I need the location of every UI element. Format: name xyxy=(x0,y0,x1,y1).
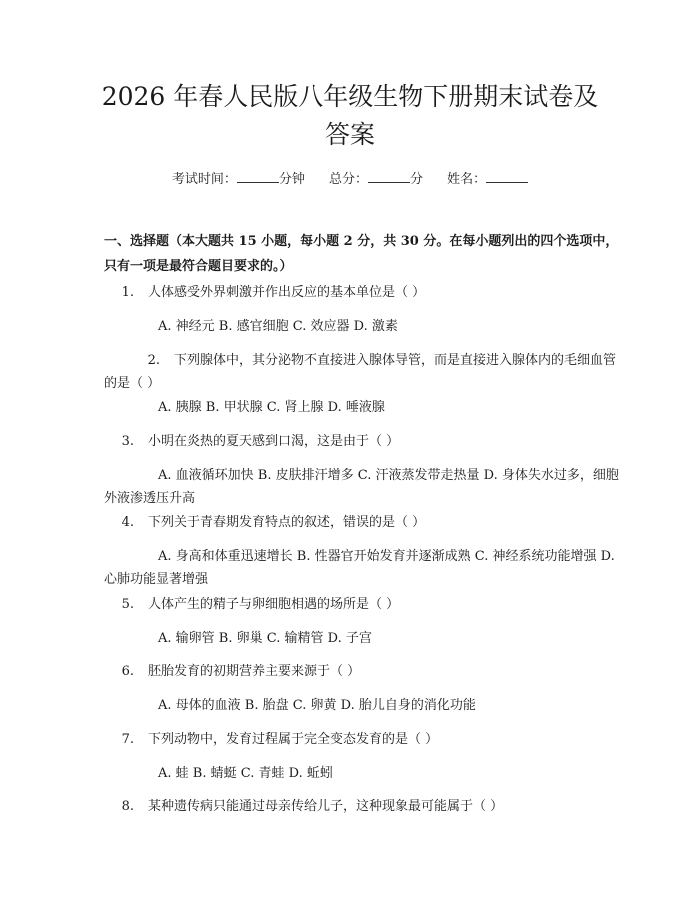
question-number: 5. xyxy=(121,597,134,612)
title-line-2: 答案 xyxy=(324,120,375,149)
question-3-options: A. 血液循环加快 B. 皮肤排汗增多 C. 汗液蒸发带走热量 D. 身体失水过多，细胞外液渗透压升高 xyxy=(104,468,619,506)
question-number: 1. xyxy=(121,285,134,300)
question-number: 4. xyxy=(121,515,134,530)
section-heading: 一、选择题（本大题共 15 小题，每小题 2 分，共 30 分。在每小题列出的四个选项中，只有一项是最符合题目要求的。） xyxy=(104,234,619,274)
name-field xyxy=(447,172,528,187)
score-label: 总分： xyxy=(328,172,368,187)
question-text: 下列关于青春期发育特点的叙述，错误的是（ ） xyxy=(148,515,426,530)
question-number: 7. xyxy=(121,732,134,747)
question-2-options: A. 胰腺 B. 甲状腺 C. 肾上腺 D. 唾液腺 xyxy=(158,400,385,415)
question-4 xyxy=(104,511,624,534)
time-blank xyxy=(237,168,279,183)
question-text: 人体产生的精子与卵细胞相遇的场所是（ ） xyxy=(148,597,400,612)
question-7 xyxy=(104,728,624,751)
question-number: 6. xyxy=(121,664,134,679)
question-8 xyxy=(104,795,624,818)
question-5-options: A. 输卵管 B. 卵巢 C. 输精管 D. 子宫 xyxy=(158,631,372,646)
question-text: 小明在炎热的夏天感到口渴，这是由于（ ） xyxy=(148,434,400,449)
question-text: 胚胎发育的初期营养主要来源于（ ） xyxy=(148,664,361,679)
question-4-options: A. 身高和体重迅速增长 B. 性器官开始发育并逐渐成熟 C. 神经系统功能增强 D. 心肺功能显著增强 xyxy=(104,549,615,587)
question-text: 人体感受外界刺激并作出反应的基本单位是（ ） xyxy=(148,285,426,300)
question-number: 8. xyxy=(121,799,134,814)
question-6 xyxy=(104,660,624,683)
question-number: 3. xyxy=(121,434,134,449)
question-1-options: A. 神经元 B. 感官细胞 C. 效应器 D. 激素 xyxy=(158,319,398,334)
title-line-1: 2026 年春人民版八年级生物下册期末试卷及 xyxy=(101,82,599,111)
question-5 xyxy=(104,593,624,616)
page-title xyxy=(70,78,630,154)
question-1 xyxy=(104,281,624,304)
question-7-options: A. 蛙 B. 蜻蜓 C. 青蛙 D. 蚯蚓 xyxy=(158,766,333,781)
time-label: 考试时间： xyxy=(171,172,237,187)
question-text: 下列腺体中，其分泌物不直接进入腺体导管，而是直接进入腺体内的毛细血管的是（ ） xyxy=(104,353,617,391)
name-blank xyxy=(486,168,528,183)
name-label: 姓名： xyxy=(447,172,487,187)
exam-meta xyxy=(0,168,700,190)
question-text: 下列动物中，发育过程属于完全变态发育的是（ ） xyxy=(148,732,439,747)
score-unit: 分 xyxy=(410,172,424,187)
time-unit: 分钟 xyxy=(278,172,305,187)
question-text: 某种遗传病只能通过母亲传给儿子，这种现象最可能属于（ ） xyxy=(148,799,504,814)
question-number: 2. xyxy=(147,353,160,368)
time-field xyxy=(172,172,305,187)
question-6-options: A. 母体的血液 B. 胎盘 C. 卵黄 D. 胎儿自身的消化功能 xyxy=(158,698,476,713)
question-3 xyxy=(104,430,624,453)
score-blank xyxy=(368,168,410,183)
question-2 xyxy=(104,349,624,395)
score-field xyxy=(329,172,423,187)
